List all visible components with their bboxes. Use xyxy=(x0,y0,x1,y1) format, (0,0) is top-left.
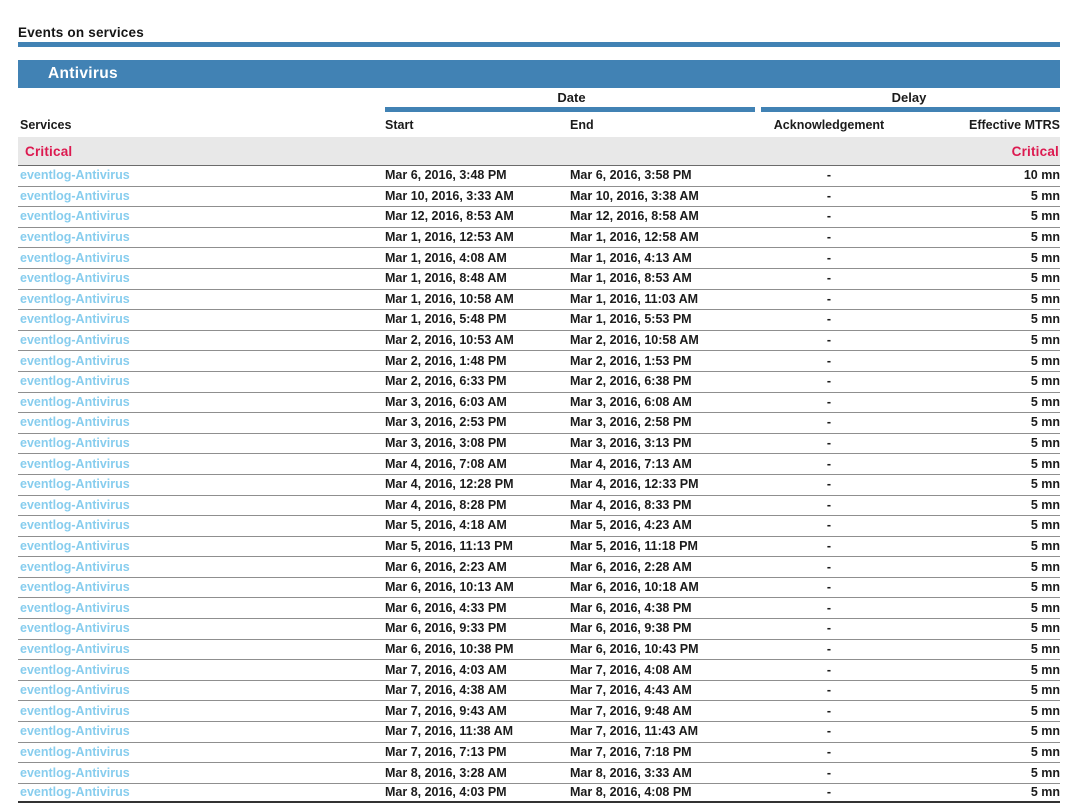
end-date-cell: Mar 12, 2016, 8:58 AM xyxy=(570,209,699,224)
effective-mtrs-cell: 5 mn xyxy=(1030,580,1060,595)
acknowledgement-cell: - xyxy=(826,436,832,451)
group-header-spacer xyxy=(18,90,385,112)
col-header-services: Services xyxy=(20,118,72,132)
table-row xyxy=(18,165,1060,186)
acknowledgement-cell: - xyxy=(826,415,832,430)
service-link[interactable]: eventlog-Antivirus xyxy=(20,683,130,698)
service-link[interactable]: eventlog-Antivirus xyxy=(20,209,130,224)
table-row xyxy=(18,721,1060,742)
effective-mtrs-cell: 5 mn xyxy=(1030,477,1060,492)
acknowledgement-cell: - xyxy=(826,374,832,389)
table-row xyxy=(18,309,1060,330)
table-row xyxy=(18,186,1060,207)
service-link[interactable]: eventlog-Antivirus xyxy=(20,621,130,636)
start-date-cell: Mar 4, 2016, 8:28 PM xyxy=(385,497,507,512)
end-date-cell: Mar 4, 2016, 12:33 PM xyxy=(570,477,699,492)
acknowledgement-cell: - xyxy=(826,291,832,306)
page-title: Events on services xyxy=(18,25,144,40)
service-link[interactable]: eventlog-Antivirus xyxy=(20,765,130,780)
start-date-cell: Mar 1, 2016, 8:48 AM xyxy=(385,271,507,286)
effective-mtrs-cell: 5 mn xyxy=(1030,518,1060,533)
delay-group-underline xyxy=(761,107,1060,112)
service-link[interactable]: eventlog-Antivirus xyxy=(20,600,130,615)
table-row xyxy=(18,350,1060,371)
service-link[interactable]: eventlog-Antivirus xyxy=(20,477,130,492)
table-row xyxy=(18,577,1060,598)
start-date-cell: Mar 6, 2016, 3:48 PM xyxy=(385,168,507,183)
end-date-cell: Mar 8, 2016, 4:08 PM xyxy=(570,785,692,800)
acknowledgement-cell: - xyxy=(826,168,832,183)
end-date-cell: Mar 6, 2016, 10:43 PM xyxy=(570,641,699,656)
table-row xyxy=(18,206,1060,227)
table-body xyxy=(18,165,1060,803)
date-group-underline xyxy=(385,107,755,112)
service-link[interactable]: eventlog-Antivirus xyxy=(20,394,130,409)
start-date-cell: Mar 1, 2016, 5:48 PM xyxy=(385,312,507,327)
table-row xyxy=(18,412,1060,433)
acknowledgement-cell: - xyxy=(826,394,832,409)
start-date-cell: Mar 1, 2016, 12:53 AM xyxy=(385,230,514,245)
effective-mtrs-cell: 5 mn xyxy=(1030,538,1060,553)
acknowledgement-cell: - xyxy=(826,250,832,265)
start-date-cell: Mar 6, 2016, 4:33 PM xyxy=(385,600,507,615)
service-link[interactable]: eventlog-Antivirus xyxy=(20,518,130,533)
end-date-cell: Mar 3, 2016, 3:13 PM xyxy=(570,436,692,451)
start-date-cell: Mar 1, 2016, 10:58 AM xyxy=(385,291,514,306)
severity-label-right: Critical xyxy=(1011,143,1059,159)
start-date-cell: Mar 2, 2016, 1:48 PM xyxy=(385,353,507,368)
end-date-cell: Mar 6, 2016, 10:18 AM xyxy=(570,580,699,595)
acknowledgement-cell: - xyxy=(826,538,832,553)
effective-mtrs-cell: 5 mn xyxy=(1030,209,1060,224)
acknowledgement-cell: - xyxy=(826,744,832,759)
table-row xyxy=(18,268,1060,289)
service-link[interactable]: eventlog-Antivirus xyxy=(20,353,130,368)
service-link[interactable]: eventlog-Antivirus xyxy=(20,662,130,677)
service-link[interactable]: eventlog-Antivirus xyxy=(20,415,130,430)
effective-mtrs-cell: 5 mn xyxy=(1030,271,1060,286)
effective-mtrs-cell: 5 mn xyxy=(1030,188,1060,203)
column-header-row xyxy=(18,112,1060,137)
end-date-cell: Mar 5, 2016, 4:23 AM xyxy=(570,518,692,533)
table-row xyxy=(18,556,1060,577)
effective-mtrs-cell: 5 mn xyxy=(1030,662,1060,677)
end-date-cell: Mar 7, 2016, 4:43 AM xyxy=(570,683,692,698)
end-date-cell: Mar 2, 2016, 6:38 PM xyxy=(570,374,692,389)
start-date-cell: Mar 4, 2016, 7:08 AM xyxy=(385,456,507,471)
col-header-end: End xyxy=(570,118,594,132)
acknowledgement-cell: - xyxy=(826,621,832,636)
start-date-cell: Mar 3, 2016, 6:03 AM xyxy=(385,394,507,409)
effective-mtrs-cell: 5 mn xyxy=(1030,744,1060,759)
section-banner-antivirus xyxy=(18,60,1060,88)
end-date-cell: Mar 3, 2016, 6:08 AM xyxy=(570,394,692,409)
start-date-cell: Mar 3, 2016, 3:08 PM xyxy=(385,436,507,451)
date-group-header xyxy=(385,90,758,112)
start-date-cell: Mar 7, 2016, 4:38 AM xyxy=(385,683,507,698)
severity-band-critical xyxy=(18,137,1060,165)
effective-mtrs-cell: 5 mn xyxy=(1030,230,1060,245)
service-link[interactable]: eventlog-Antivirus xyxy=(20,744,130,759)
start-date-cell: Mar 4, 2016, 12:28 PM xyxy=(385,477,514,492)
table-row xyxy=(18,433,1060,454)
table-row xyxy=(18,495,1060,516)
acknowledgement-cell: - xyxy=(826,703,832,718)
end-date-cell: Mar 3, 2016, 2:58 PM xyxy=(570,415,692,430)
table-row xyxy=(18,639,1060,660)
service-link[interactable]: eventlog-Antivirus xyxy=(20,724,130,739)
end-date-cell: Mar 8, 2016, 3:33 AM xyxy=(570,765,692,780)
acknowledgement-cell: - xyxy=(826,765,832,780)
end-date-cell: Mar 7, 2016, 9:48 AM xyxy=(570,703,692,718)
effective-mtrs-cell: 5 mn xyxy=(1030,703,1060,718)
end-date-cell: Mar 4, 2016, 8:33 PM xyxy=(570,497,692,512)
table-row xyxy=(18,762,1060,783)
acknowledgement-cell: - xyxy=(826,641,832,656)
table-row xyxy=(18,330,1060,351)
end-date-cell: Mar 6, 2016, 4:38 PM xyxy=(570,600,692,615)
end-date-cell: Mar 2, 2016, 1:53 PM xyxy=(570,353,692,368)
table-row xyxy=(18,453,1060,474)
table-row xyxy=(18,227,1060,248)
table-row xyxy=(18,247,1060,268)
table-row xyxy=(18,783,1060,804)
events-table xyxy=(18,90,1060,803)
start-date-cell: Mar 1, 2016, 4:08 AM xyxy=(385,250,507,265)
effective-mtrs-cell: 5 mn xyxy=(1030,415,1060,430)
start-date-cell: Mar 12, 2016, 8:53 AM xyxy=(385,209,514,224)
end-date-cell: Mar 1, 2016, 12:58 AM xyxy=(570,230,699,245)
effective-mtrs-cell: 5 mn xyxy=(1030,291,1060,306)
start-date-cell: Mar 2, 2016, 6:33 PM xyxy=(385,374,507,389)
delay-group-header xyxy=(758,90,1060,112)
service-link[interactable]: eventlog-Antivirus xyxy=(20,456,130,471)
start-date-cell: Mar 7, 2016, 11:38 AM xyxy=(385,724,514,739)
table-row xyxy=(18,474,1060,495)
start-date-cell: Mar 7, 2016, 7:13 PM xyxy=(385,744,507,759)
acknowledgement-cell: - xyxy=(826,580,832,595)
table-row xyxy=(18,392,1060,413)
start-date-cell: Mar 5, 2016, 11:13 PM xyxy=(385,538,513,553)
effective-mtrs-cell: 5 mn xyxy=(1030,641,1060,656)
effective-mtrs-cell: 5 mn xyxy=(1030,497,1060,512)
effective-mtrs-cell: 5 mn xyxy=(1030,353,1060,368)
start-date-cell: Mar 6, 2016, 9:33 PM xyxy=(385,621,507,636)
end-date-cell: Mar 6, 2016, 9:38 PM xyxy=(570,621,692,636)
service-link[interactable]: eventlog-Antivirus xyxy=(20,374,130,389)
effective-mtrs-cell: 10 mn xyxy=(1023,168,1060,183)
col-header-effective-mtrs: Effective MTRS xyxy=(969,118,1060,132)
service-link[interactable]: eventlog-Antivirus xyxy=(20,230,130,245)
end-date-cell: Mar 5, 2016, 11:18 PM xyxy=(570,538,698,553)
service-link[interactable]: eventlog-Antivirus xyxy=(20,271,130,286)
effective-mtrs-cell: 5 mn xyxy=(1030,724,1060,739)
end-date-cell: Mar 6, 2016, 2:28 AM xyxy=(570,559,692,574)
effective-mtrs-cell: 5 mn xyxy=(1030,456,1060,471)
table-row xyxy=(18,515,1060,536)
effective-mtrs-cell: 5 mn xyxy=(1030,394,1060,409)
end-date-cell: Mar 6, 2016, 3:58 PM xyxy=(570,168,692,183)
effective-mtrs-cell: 5 mn xyxy=(1030,600,1060,615)
start-date-cell: Mar 8, 2016, 3:28 AM xyxy=(385,765,507,780)
effective-mtrs-cell: 5 mn xyxy=(1030,559,1060,574)
effective-mtrs-cell: 5 mn xyxy=(1030,374,1060,389)
section-title: Antivirus xyxy=(48,65,118,82)
table-row xyxy=(18,742,1060,763)
start-date-cell: Mar 8, 2016, 4:03 PM xyxy=(385,785,507,800)
effective-mtrs-cell: 5 mn xyxy=(1030,683,1060,698)
end-date-cell: Mar 4, 2016, 7:13 AM xyxy=(570,456,692,471)
delay-group-label: Delay xyxy=(891,90,927,105)
start-date-cell: Mar 7, 2016, 9:43 AM xyxy=(385,703,507,718)
table-row xyxy=(18,289,1060,310)
col-header-start: Start xyxy=(385,118,414,132)
acknowledgement-cell: - xyxy=(826,785,832,800)
acknowledgement-cell: - xyxy=(826,518,832,533)
end-date-cell: Mar 7, 2016, 11:43 AM xyxy=(570,724,699,739)
end-date-cell: Mar 1, 2016, 8:53 AM xyxy=(570,271,692,286)
start-date-cell: Mar 6, 2016, 2:23 AM xyxy=(385,559,507,574)
effective-mtrs-cell: 5 mn xyxy=(1030,250,1060,265)
table-row xyxy=(18,597,1060,618)
table-row xyxy=(18,700,1060,721)
service-link[interactable]: eventlog-Antivirus xyxy=(20,703,130,718)
acknowledgement-cell: - xyxy=(826,209,832,224)
service-link[interactable]: eventlog-Antivirus xyxy=(20,580,130,595)
effective-mtrs-cell: 5 mn xyxy=(1030,312,1060,327)
acknowledgement-cell: - xyxy=(826,724,832,739)
end-date-cell: Mar 7, 2016, 7:18 PM xyxy=(570,744,692,759)
effective-mtrs-cell: 5 mn xyxy=(1030,765,1060,780)
acknowledgement-cell: - xyxy=(826,559,832,574)
end-date-cell: Mar 1, 2016, 5:53 PM xyxy=(570,312,692,327)
end-date-cell: Mar 1, 2016, 4:13 AM xyxy=(570,250,692,265)
table-row xyxy=(18,618,1060,639)
end-date-cell: Mar 2, 2016, 10:58 AM xyxy=(570,333,699,348)
acknowledgement-cell: - xyxy=(826,600,832,615)
date-group-label: Date xyxy=(557,90,586,105)
service-link[interactable]: eventlog-Antivirus xyxy=(20,188,130,203)
service-link[interactable]: eventlog-Antivirus xyxy=(20,497,130,512)
effective-mtrs-cell: 5 mn xyxy=(1030,333,1060,348)
start-date-cell: Mar 5, 2016, 4:18 AM xyxy=(385,518,507,533)
acknowledgement-cell: - xyxy=(826,683,832,698)
service-link[interactable]: eventlog-Antivirus xyxy=(20,641,130,656)
group-header-row xyxy=(18,90,1060,112)
service-link[interactable]: eventlog-Antivirus xyxy=(20,250,130,265)
col-header-acknowledgement: Acknowledgement xyxy=(773,118,885,132)
effective-mtrs-cell: 5 mn xyxy=(1030,436,1060,451)
acknowledgement-cell: - xyxy=(826,497,832,512)
service-link[interactable]: eventlog-Antivirus xyxy=(20,312,130,327)
acknowledgement-cell: - xyxy=(826,456,832,471)
severity-label-left: Critical xyxy=(25,143,73,159)
end-date-cell: Mar 7, 2016, 4:08 AM xyxy=(570,662,692,677)
effective-mtrs-cell: 5 mn xyxy=(1030,785,1060,800)
service-link[interactable]: eventlog-Antivirus xyxy=(20,785,130,800)
start-date-cell: Mar 3, 2016, 2:53 PM xyxy=(385,415,507,430)
acknowledgement-cell: - xyxy=(826,477,832,492)
start-date-cell: Mar 2, 2016, 10:53 AM xyxy=(385,333,514,348)
service-link[interactable]: eventlog-Antivirus xyxy=(20,291,130,306)
service-link[interactable]: eventlog-Antivirus xyxy=(20,538,130,553)
start-date-cell: Mar 6, 2016, 10:38 PM xyxy=(385,641,514,656)
acknowledgement-cell: - xyxy=(826,230,832,245)
table-row xyxy=(18,371,1060,392)
table-row xyxy=(18,659,1060,680)
acknowledgement-cell: - xyxy=(826,312,832,327)
acknowledgement-cell: - xyxy=(826,188,832,203)
acknowledgement-cell: - xyxy=(826,271,832,286)
service-link[interactable]: eventlog-Antivirus xyxy=(20,436,130,451)
service-link[interactable]: eventlog-Antivirus xyxy=(20,168,130,183)
start-date-cell: Mar 7, 2016, 4:03 AM xyxy=(385,662,507,677)
start-date-cell: Mar 10, 2016, 3:33 AM xyxy=(385,188,514,203)
effective-mtrs-cell: 5 mn xyxy=(1030,621,1060,636)
end-date-cell: Mar 10, 2016, 3:38 AM xyxy=(570,188,699,203)
acknowledgement-cell: - xyxy=(826,353,832,368)
service-link[interactable]: eventlog-Antivirus xyxy=(20,333,130,348)
service-link[interactable]: eventlog-Antivirus xyxy=(20,559,130,574)
acknowledgement-cell: - xyxy=(826,333,832,348)
table-row xyxy=(18,536,1060,557)
acknowledgement-cell: - xyxy=(826,662,832,677)
end-date-cell: Mar 1, 2016, 11:03 AM xyxy=(570,291,699,306)
title-rule xyxy=(18,42,1060,47)
start-date-cell: Mar 6, 2016, 10:13 AM xyxy=(385,580,514,595)
table-row xyxy=(18,680,1060,701)
